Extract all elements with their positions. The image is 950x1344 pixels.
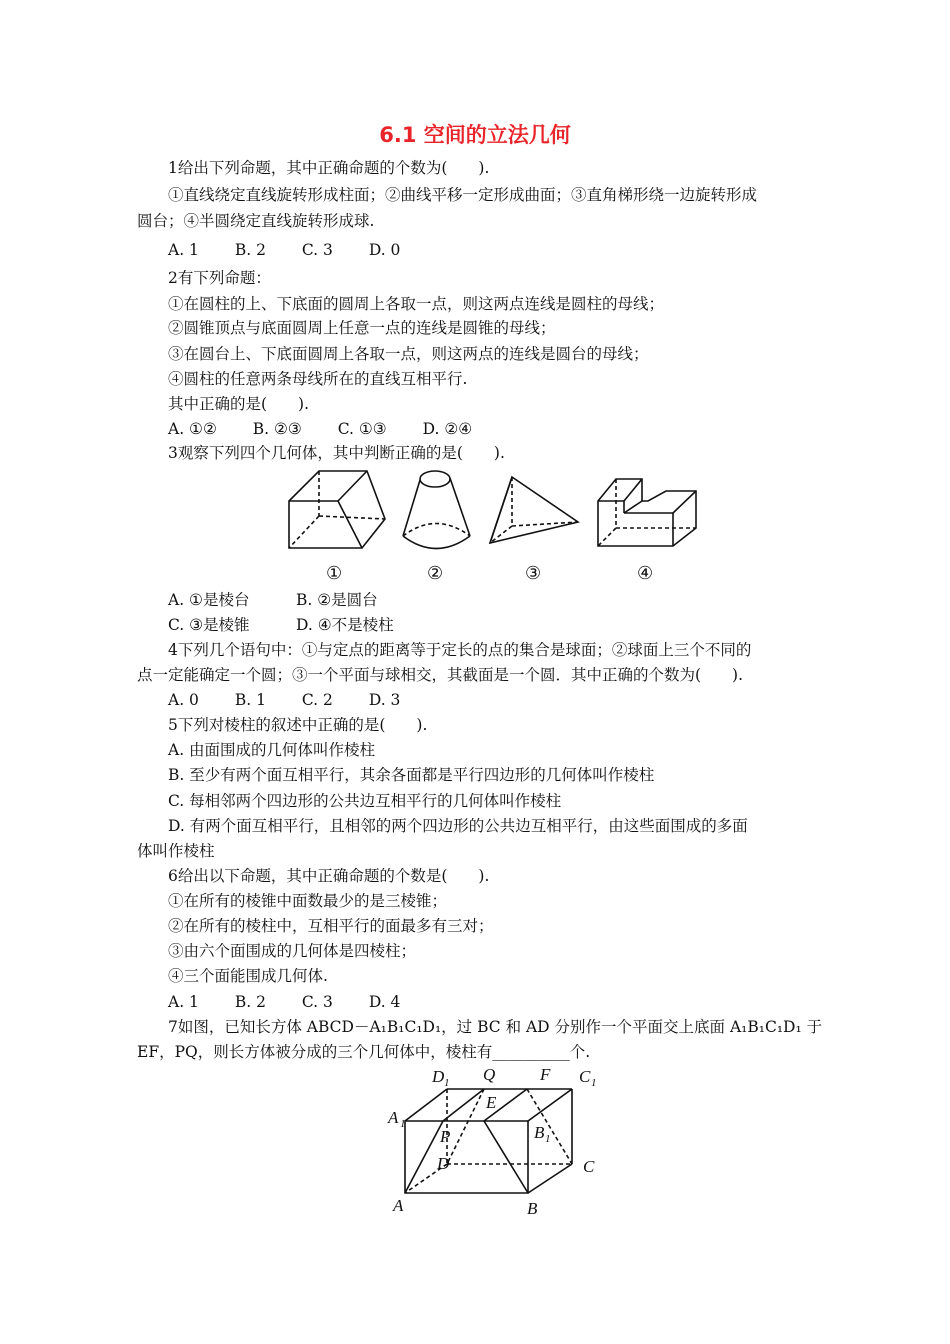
q1-stem: 1给出下列命题，其中正确命题的个数为( ). xyxy=(168,159,490,177)
solid-1-drawing xyxy=(289,471,385,548)
q4-stem-line1: 4下列几个语句中：①与定点的距离等于定长的点的集合是球面；②球面上三个不同的 xyxy=(168,641,752,659)
label-B: B xyxy=(527,1199,538,1218)
q1-options: A. 1 B. 2 C. 3 D. 0 xyxy=(168,241,401,259)
solid-3-drawing xyxy=(490,477,578,543)
q2-stem: 2有下列命题： xyxy=(168,269,271,287)
label-B1-sub: 1 xyxy=(545,1133,551,1145)
q4-stem-line2: 点一定能确定一个圆；③一个平面与球相交，其截面是一个圆．其中正确的个数为( ). xyxy=(137,666,744,684)
q7-stem-line2: EF，PQ，则长方体被分成的三个几何体中，棱柱有__________个. xyxy=(137,1043,591,1061)
label-D1-sub: 1 xyxy=(444,1077,450,1089)
q7-stem-line1: 7如图，已知长方体 ABCD－A₁B₁C₁D₁，过 BC 和 AD 分别作一个平面交上底面 A₁B₁C₁D₁ 于 xyxy=(168,1018,823,1036)
q6-stem: 6给出以下命题，其中正确命题的个数是( ). xyxy=(168,867,490,885)
solid-4-drawing xyxy=(598,479,696,546)
page-title: 6.1 空间的立法几何 xyxy=(379,123,571,147)
q1-body-line1: ①直线绕定直线旋转形成柱面；②曲线平移一定形成曲面；③直角梯形绕一边旋转形成 xyxy=(168,186,758,204)
q5-option-c: C. 每相邻两个四边形的公共边互相平行的几何体叫作棱柱 xyxy=(168,792,562,810)
q2-item-2: ②圆锥顶点与底面圆周上任意一点的连线是圆锥的母线； xyxy=(168,319,556,337)
label-B1: B xyxy=(534,1123,545,1142)
q3-solids-figure xyxy=(280,466,705,556)
q5-option-d-line1: D. 有两个面互相平行，且相邻的两个四边形的公共边互相平行，由这些面围成的多面 xyxy=(168,817,748,835)
q6-options: A. 1 B. 2 C. 3 D. 4 xyxy=(168,993,401,1011)
figure-label-1: ① xyxy=(326,563,343,584)
q3-options-row1: A. ①是棱台 B. ②是圆台 xyxy=(168,591,378,609)
q2-item-1: ①在圆柱的上、下底面的圆周上各取一点，则这两点连线是圆柱的母线； xyxy=(168,295,665,313)
label-C: C xyxy=(583,1157,595,1176)
label-C1-sub: 1 xyxy=(591,1077,597,1089)
label-P: P xyxy=(440,1127,451,1146)
label-E: E xyxy=(486,1093,497,1112)
q5-option-a: A. 由面围成的几何体叫作棱柱 xyxy=(168,741,376,759)
q2-item-3: ③在圆台上、下底面圆周上各取一点，则这两点的连线是圆台的母线； xyxy=(168,345,649,363)
q2-item-4: ④圆柱的任意两条母线所在的直线互相平行. xyxy=(168,370,468,388)
q3-options-row2: C. ③是棱锥 D. ④不是棱柱 xyxy=(168,616,394,634)
q4-options: A. 0 B. 1 C. 2 D. 3 xyxy=(168,691,401,709)
q6-item-3: ③由六个面围成的几何体是四棱柱； xyxy=(168,942,417,960)
q2-ask: 其中正确的是( ). xyxy=(168,395,310,413)
q1-body-line2: 圆台；④半圆绕定直线旋转形成球. xyxy=(137,212,375,230)
q2-options: A. ①② B. ②③ C. ①③ D. ②④ xyxy=(168,420,473,438)
label-A1-sub: 1 xyxy=(400,1118,406,1130)
label-D: D xyxy=(437,1154,450,1173)
label-F: F xyxy=(540,1066,551,1084)
q6-item-2: ②在所有的棱柱中，互相平行的面最多有三对； xyxy=(168,917,494,935)
q6-item-1: ①在所有的棱锥中面数最少的是三棱锥； xyxy=(168,892,448,910)
q7-cuboid-figure xyxy=(380,1066,610,1221)
figure-label-4: ④ xyxy=(637,563,654,584)
label-A: A xyxy=(393,1196,404,1215)
q5-option-d-line2: 体叫作棱柱 xyxy=(137,842,215,860)
q3-stem: 3观察下列四个几何体，其中判断正确的是( ). xyxy=(168,444,505,462)
q6-item-4: ④三个面能围成几何体. xyxy=(168,967,328,985)
label-Q: Q xyxy=(483,1066,496,1084)
label-A1: A xyxy=(388,1108,399,1127)
label-D1: D xyxy=(432,1067,445,1086)
figure-label-3: ③ xyxy=(525,563,542,584)
figure-label-2: ② xyxy=(427,563,444,584)
q5-stem: 5下列对棱柱的叙述中正确的是( ). xyxy=(168,716,428,734)
label-C1: C xyxy=(579,1067,591,1086)
solid-2-drawing xyxy=(403,471,470,549)
q5-option-b: B. 至少有两个面互相平行，其余各面都是平行四边形的几何体叫作棱柱 xyxy=(168,766,655,784)
